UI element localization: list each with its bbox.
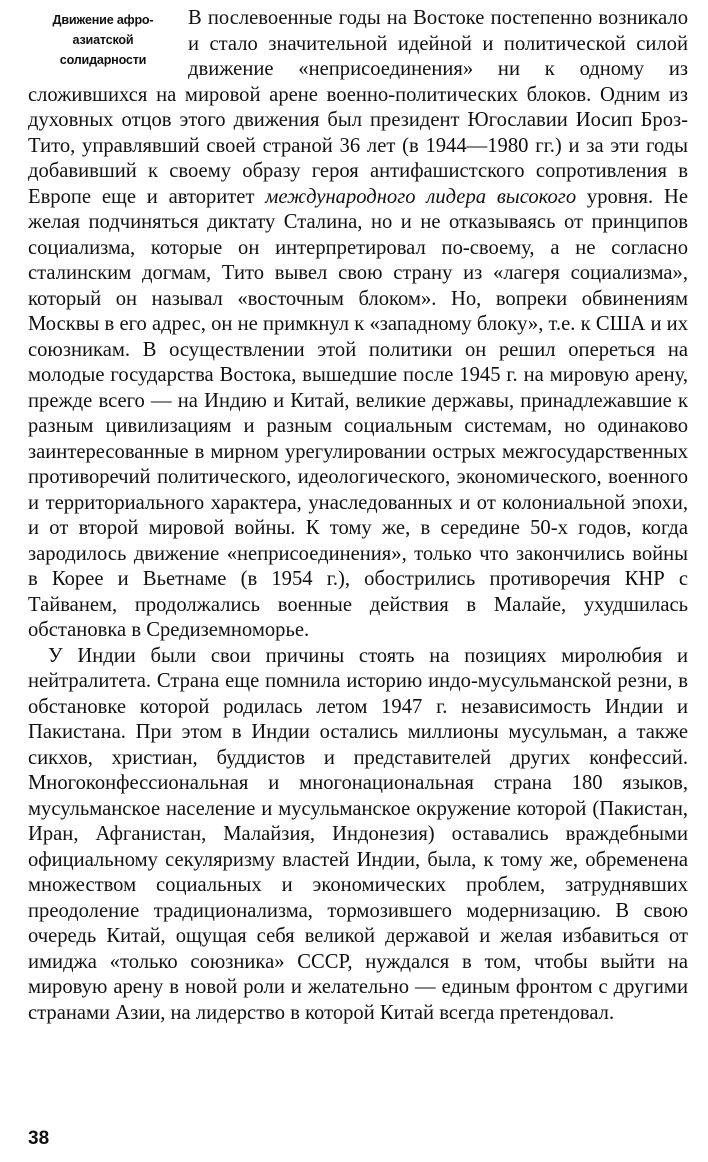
paragraph-1-text-a: В послевоенные годы на Востоке постепенно возникало и стало значительной идейной и политической силой движение «неприсоединения» ни к одному из сложившихся на мировой арене военно-политических блоков. Одним из духовных отцов этого движения был президент Югославии Иосип Броз-Тито, управлявший своей страной 36 лет (в 1944—1980 гг.) и за эти годы добавивший к своему образу героя антифашистского сопротивления в Европе еще и авторитет xyxy=(28,7,688,208)
paragraph-2: У Индии были свои причины стоять на позициях миролюбия и нейтралитета. Страна еще помнила историю индо-мусульманской резни, в обстановке которой родилась летом 1947 г. независимость Индии и Пакистана. При этом в Индии остались миллионы мусульман, а также сикхов, христиан, буддистов и представителей других конфессий. Многоконфессиональная и многонациональная страна 180 языков, мусульманское население и мусульманское окружение которой (Пакистан, Иран, Афганистан, Малайзия, Индонезия) оставались враждебными официальному секуляризму властей Индии, была, к тому же, обременена множеством социальных и экономических проблем, затруднявших преодоление традиционализма, тормозившего модернизацию. В свою очередь Китай, ощущая себя великой державой и желая избавиться от имиджа «только союзника» СССР, нуждался в том, чтобы выйти на мировую арену в новой роли и желательно — единым фронтом с другими странами Азии, на лидерство в которой Китай всегда претендовал. xyxy=(28,644,688,1024)
side-heading xyxy=(28,10,178,70)
paragraph-1-text-b: уровня. Не желая подчиняться диктату Сталина, но и не отказываясь от принципов социализма, которые он интерпретировал по-своему, а не согласно сталинским догмам, Тито вывел свою страну из «лагеря социализма», который он называл «восточным блоком». Но, вопреки обвинениям Москвы в его адрес, он не примкнул к «западному блоку», т.е. к США и их союзникам. В осуществлении этой политики он решил опереться на молодые государства Востока, вышедшие после 1945 г. на мировую арену, прежде всего — на Индию и Китай, великие державы, принадлежавшие к разным цивилизациям и разным социальным системам, но одинаково заинтересованные в мирном урегулировании острых межгосударственных противоречий политического, идеологического, экономического, военного и территориального характера, унаследованных и от колониальной эпохи, и от второй мировой войны. К тому же, в середине 50-х годов, когда зародилось движение «неприсоединения», только что закончились войны в Корее и Вьетнаме (в 1954 г.), обострились противоречия КНР с Тайванем, продолжались военные действия в Малайе, ухудшилась обстановка в Средиземноморье. xyxy=(28,185,688,641)
page-number: 38 xyxy=(28,1128,50,1149)
paragraph-1-emphasis: международного лидера высокого xyxy=(265,185,577,208)
side-heading-line-2: азиатской xyxy=(72,33,134,47)
book-page xyxy=(28,6,688,1156)
paragraph-1 xyxy=(28,6,688,644)
side-heading-line-3: солидарности xyxy=(59,53,147,67)
side-heading-line-1: Движение афро- xyxy=(52,13,154,27)
